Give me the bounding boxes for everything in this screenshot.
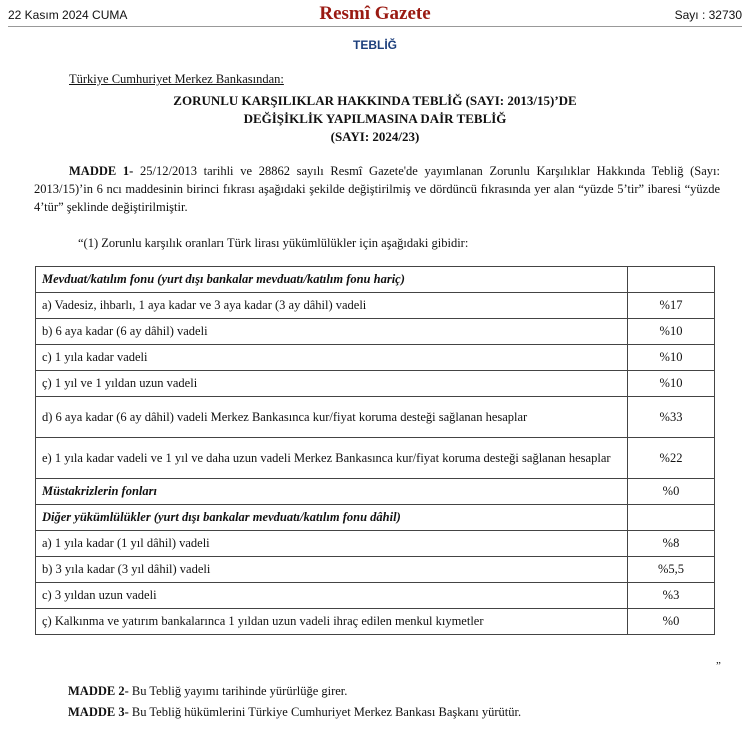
article-1-text: 25/12/2013 tarihli ve 28862 sayılı Resmî Gazete'de yayımlanan Zorunlu Karşılıklar Hakkında Tebliğ (Sayı: 2013/15)’in 6 ncı maddesinin birinci fıkrası aşağıdaki şekilde değiştirilmiş ve dördüncü fıkrasında yer alan “yüzde 5’tir” ibaresi “yüzde 4’tür” şeklinde değiştirilmiştir. [34,164,720,214]
row-label: Diğer yükümlülükler (yurt dışı bankalar mevduatı/katılım fonu dâhil) [36,505,628,531]
article-3-label: MADDE 3- [68,705,129,719]
row-value: %22 [628,438,715,479]
row-label: ç) Kalkınma ve yatırım bankalarınca 1 yıldan uzun vadeli ihraç edilen menkul kıymetler [36,609,628,635]
table-row [36,583,715,609]
row-label: ç) 1 yıl ve 1 yıldan uzun vadeli [36,371,628,397]
gazette-name: Resmî Gazete [319,3,431,24]
table-row [36,479,715,505]
table-row [36,293,715,319]
table-intro: “(1) Zorunlu karşılık oranları Türk lirası yükümlülükler için aşağıdaki gibidir: [78,236,469,250]
section-title: TEBLİĞ [353,38,397,52]
article-1-label: MADDE 1- [69,164,134,178]
row-label: a) Vadesiz, ihbarlı, 1 aya kadar ve 3 aya kadar (3 ay dâhil) vadeli [36,293,628,319]
article-2 [68,684,347,699]
row-value: %0 [628,479,715,505]
row-label: b) 3 yıla kadar (3 yıl dâhil) vadeli [36,557,628,583]
table-row [36,319,715,345]
issuer-line: Türkiye Cumhuriyet Merkez Bankasından: [69,72,284,86]
row-label: b) 6 aya kadar (6 ay dâhil) vadeli [36,319,628,345]
row-value: %10 [628,371,715,397]
row-value: %17 [628,293,715,319]
table-row [36,345,715,371]
table-row [36,557,715,583]
row-value: %10 [628,319,715,345]
table-row [36,267,715,293]
article-3 [68,705,521,720]
row-value: %3 [628,583,715,609]
reserve-rates-table [35,266,715,635]
row-label: a) 1 yıla kadar (1 yıl dâhil) vadeli [36,531,628,557]
row-value: %10 [628,345,715,371]
title-line-1: ZORUNLU KARŞILIKLAR HAKKINDA TEBLİĞ (SAYI: 2013/15)’DE [173,93,577,108]
table-row [36,371,715,397]
article-2-text: Bu Tebliğ yayımı tarihinde yürürlüğe girer. [128,684,348,698]
closing-quote: ” [716,660,721,672]
document-title [60,92,690,146]
article-2-label: MADDE 2- [68,684,129,698]
row-label: c) 1 yıla kadar vadeli [36,345,628,371]
issue-date: 22 Kasım 2024 CUMA [8,8,128,22]
row-value: %5,5 [628,557,715,583]
article-3-text: Bu Tebliğ hükümlerini Türkiye Cumhuriyet Merkez Bankası Başkanı yürütür. [128,705,522,719]
row-value [628,505,715,531]
row-value: %8 [628,531,715,557]
gazette-header [8,0,742,27]
table-row [36,397,715,438]
title-line-2: DEĞİŞİKLİK YAPILMASINA DAİR TEBLİĞ [243,111,507,126]
row-label: d) 6 aya kadar (6 ay dâhil) vadeli Merkez Bankasınca kur/fiyat koruma desteği sağlanan hesaplar [36,397,628,438]
row-label: Müstakrizlerin fonları [36,479,628,505]
table-row [36,505,715,531]
row-value [628,267,715,293]
title-line-3: (SAYI: 2024/23) [330,129,420,144]
article-1 [34,162,720,216]
table-row [36,438,715,479]
row-label: Mevduat/katılım fonu (yurt dışı bankalar mevduatı/katılım fonu hariç) [36,267,628,293]
issue-number: Sayı : 32730 [674,8,742,22]
row-label: e) 1 yıla kadar vadeli ve 1 yıl ve daha uzun vadeli Merkez Bankasınca kur/fiyat koruma desteği sağlanan hesaplar [36,438,628,479]
row-value: %33 [628,397,715,438]
row-label: c) 3 yıldan uzun vadeli [36,583,628,609]
table-row [36,609,715,635]
table-row [36,531,715,557]
row-value: %0 [628,609,715,635]
